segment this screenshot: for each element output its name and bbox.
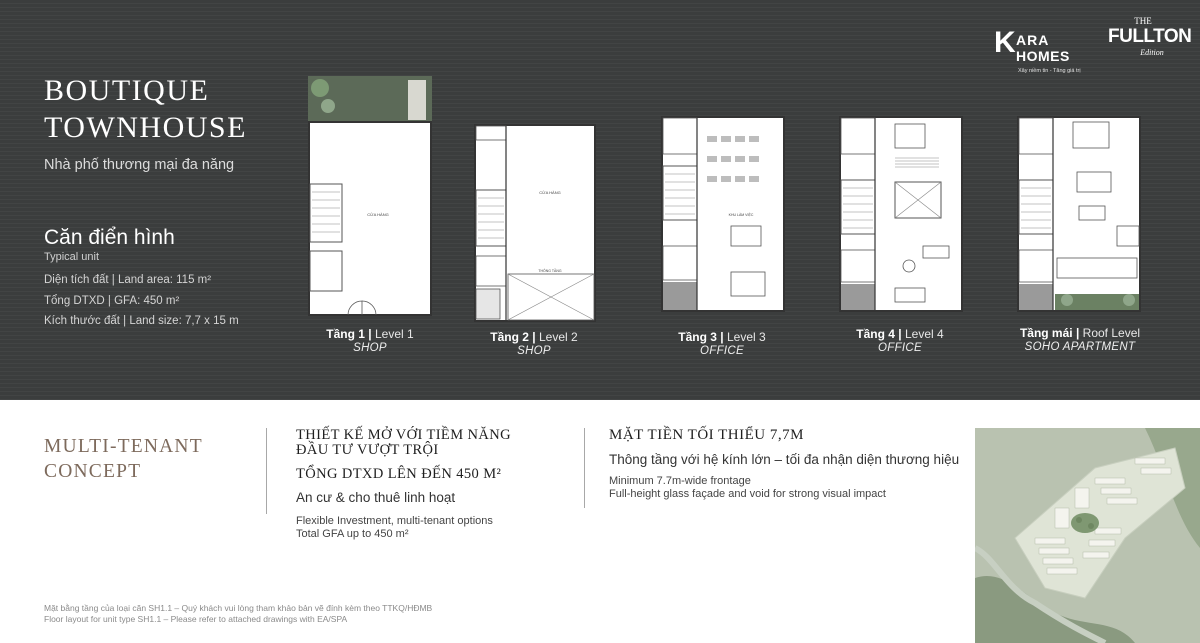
plan-caption-level-3 [632, 330, 812, 357]
level-use: SOHO APARTMENT [1024, 341, 1136, 353]
separator: | [368, 327, 372, 341]
level-en: Level 2 [539, 330, 578, 344]
tree-icon [1123, 294, 1135, 306]
investment-heading [296, 428, 566, 458]
plan-caption-roof-level [990, 326, 1170, 353]
floor-plan-level-1 [308, 76, 432, 316]
kara-k-glyph: K [994, 26, 1016, 59]
floor-plan-level-3-drawing [661, 116, 785, 312]
gfa-heading: TỔNG DTXD LÊN ĐẾN 450 M² [296, 466, 502, 482]
frontage-en-text [609, 475, 886, 501]
spec-gfa: Tổng DTXD | GFA: 450 m² [44, 294, 180, 307]
level-vi: Tầng 3 [678, 330, 717, 344]
site-map-image [975, 428, 1200, 643]
level-en: Level 1 [375, 327, 414, 341]
separator: | [898, 327, 902, 341]
separator: | [720, 330, 724, 344]
footnote-line-1: Mặt bằng tầng của loại căn SH1.1 – Quý khách vui lòng tham khảo bản vẽ đính kèm theo TTKQ/HĐMB [44, 603, 433, 613]
spec-land-area: Diện tích đất | Land area: 115 m² [44, 274, 212, 286]
the-fulton-logo [1108, 16, 1192, 72]
spec-land-size: Kích thước đất | Land size: 7,7 x 15 m [44, 315, 239, 327]
page-subtitle: Nhà phố thương mại đa năng [44, 157, 235, 173]
investment-en-line-1: Flexible Investment, multi-tenant options [296, 515, 493, 527]
separator: | [1075, 326, 1080, 340]
floor-plan-level-3 [661, 116, 785, 312]
fulton-the: THE [1134, 16, 1152, 26]
void-grey [841, 284, 875, 310]
tree-icon [311, 79, 329, 97]
plan-outline [309, 122, 431, 315]
terrace [408, 80, 426, 120]
typical-unit-heading: Căn điển hình [44, 226, 175, 249]
level-en: Level 4 [905, 327, 944, 341]
level-use: SHOP [353, 342, 387, 354]
tree-icon [1061, 294, 1073, 306]
kara-homes-logo [994, 26, 1098, 76]
footnote [44, 603, 432, 625]
tree-icon [321, 99, 335, 113]
level-use: SHOP [517, 345, 551, 357]
investment-vi-text: An cư & cho thuê linh hoạt [296, 490, 456, 505]
void-grey [1019, 284, 1053, 310]
level-use: OFFICE [700, 345, 744, 357]
level-use: OFFICE [878, 342, 922, 354]
floor-plan-level-2 [474, 124, 596, 322]
floor-plan-level-4 [839, 116, 963, 312]
floor-plan-roof-level [1017, 116, 1141, 312]
floor-plan-level-4-drawing [839, 116, 963, 312]
floor-plan-level-2-drawing [474, 124, 596, 322]
fulton-name: FULLTON [1108, 26, 1192, 47]
fulton-edition: Edition [1140, 48, 1164, 57]
multi-tenant-title [44, 434, 203, 484]
plan-caption-level-2 [444, 330, 624, 357]
kara-line1: ARA [1016, 32, 1050, 48]
kara-line2: HOMES [1016, 48, 1070, 64]
floor-plan-level-1-drawing [308, 76, 432, 316]
floor-plan-roof-drawing [1017, 116, 1141, 312]
separator: | [532, 330, 536, 344]
svg-text:KHU LÀM VIỆC: KHU LÀM VIỆC [728, 213, 754, 217]
level-vi: Tầng 4 [856, 327, 895, 341]
title-line-1: BOUTIQUE [44, 74, 210, 107]
svg-text:THÔNG TẦNG: THÔNG TẦNG [538, 269, 562, 273]
page-title [44, 72, 247, 146]
svg-text:CỬA HÀNG: CỬA HÀNG [367, 212, 389, 217]
frontage-en-line-1: Minimum 7.7m-wide frontage [609, 475, 751, 487]
divider-line [266, 428, 267, 514]
level-vi: Tầng 2 [490, 330, 529, 344]
frontage-heading: MẶT TIỀN TỐI THIỂU 7,7M [609, 427, 804, 443]
void-grey [663, 282, 697, 310]
multi-tenant-line-2: CONCEPT [44, 461, 142, 482]
kara-tagline: Xây niềm tin - Tăng giá trị [1018, 68, 1081, 74]
svg-text:CỬA HÀNG: CỬA HÀNG [539, 190, 561, 195]
level-vi: Tầng mái [1019, 326, 1073, 340]
investment-en-text [296, 515, 493, 541]
plan-caption-level-1 [280, 327, 460, 354]
title-line-2: TOWNHOUSE [44, 111, 247, 144]
investment-heading-line-2: ĐẦU TƯ VƯỢT TRỘI [296, 442, 439, 458]
investment-en-line-2: Total GFA up to 450 m² [296, 528, 409, 540]
site-map-drawing [975, 428, 1200, 643]
frontage-en-line-2: Full-height glass façade and void for strong visual impact [609, 488, 886, 500]
frontage-vi-text: Thông tầng với hệ kính lớn – tối đa nhận diện thương hiệu [609, 452, 960, 467]
footnote-line-2: Floor layout for unit type SH1.1 – Please refer to attached drawings with EA/SPA [44, 614, 348, 624]
level-en: Level 3 [727, 330, 766, 344]
unit-specs [44, 270, 239, 332]
void [476, 289, 500, 319]
level-vi: Tầng 1 [326, 327, 365, 341]
typical-unit-sub: Typical unit [44, 251, 100, 263]
level-en: Roof Level [1082, 326, 1141, 340]
multi-tenant-line-1: MULTI-TENANT [44, 436, 203, 457]
plan-caption-level-4 [810, 327, 990, 354]
divider-line [584, 428, 585, 508]
investment-heading-line-1: THIẾT KẾ MỞ VỚI TIỀM NĂNG [296, 427, 511, 443]
